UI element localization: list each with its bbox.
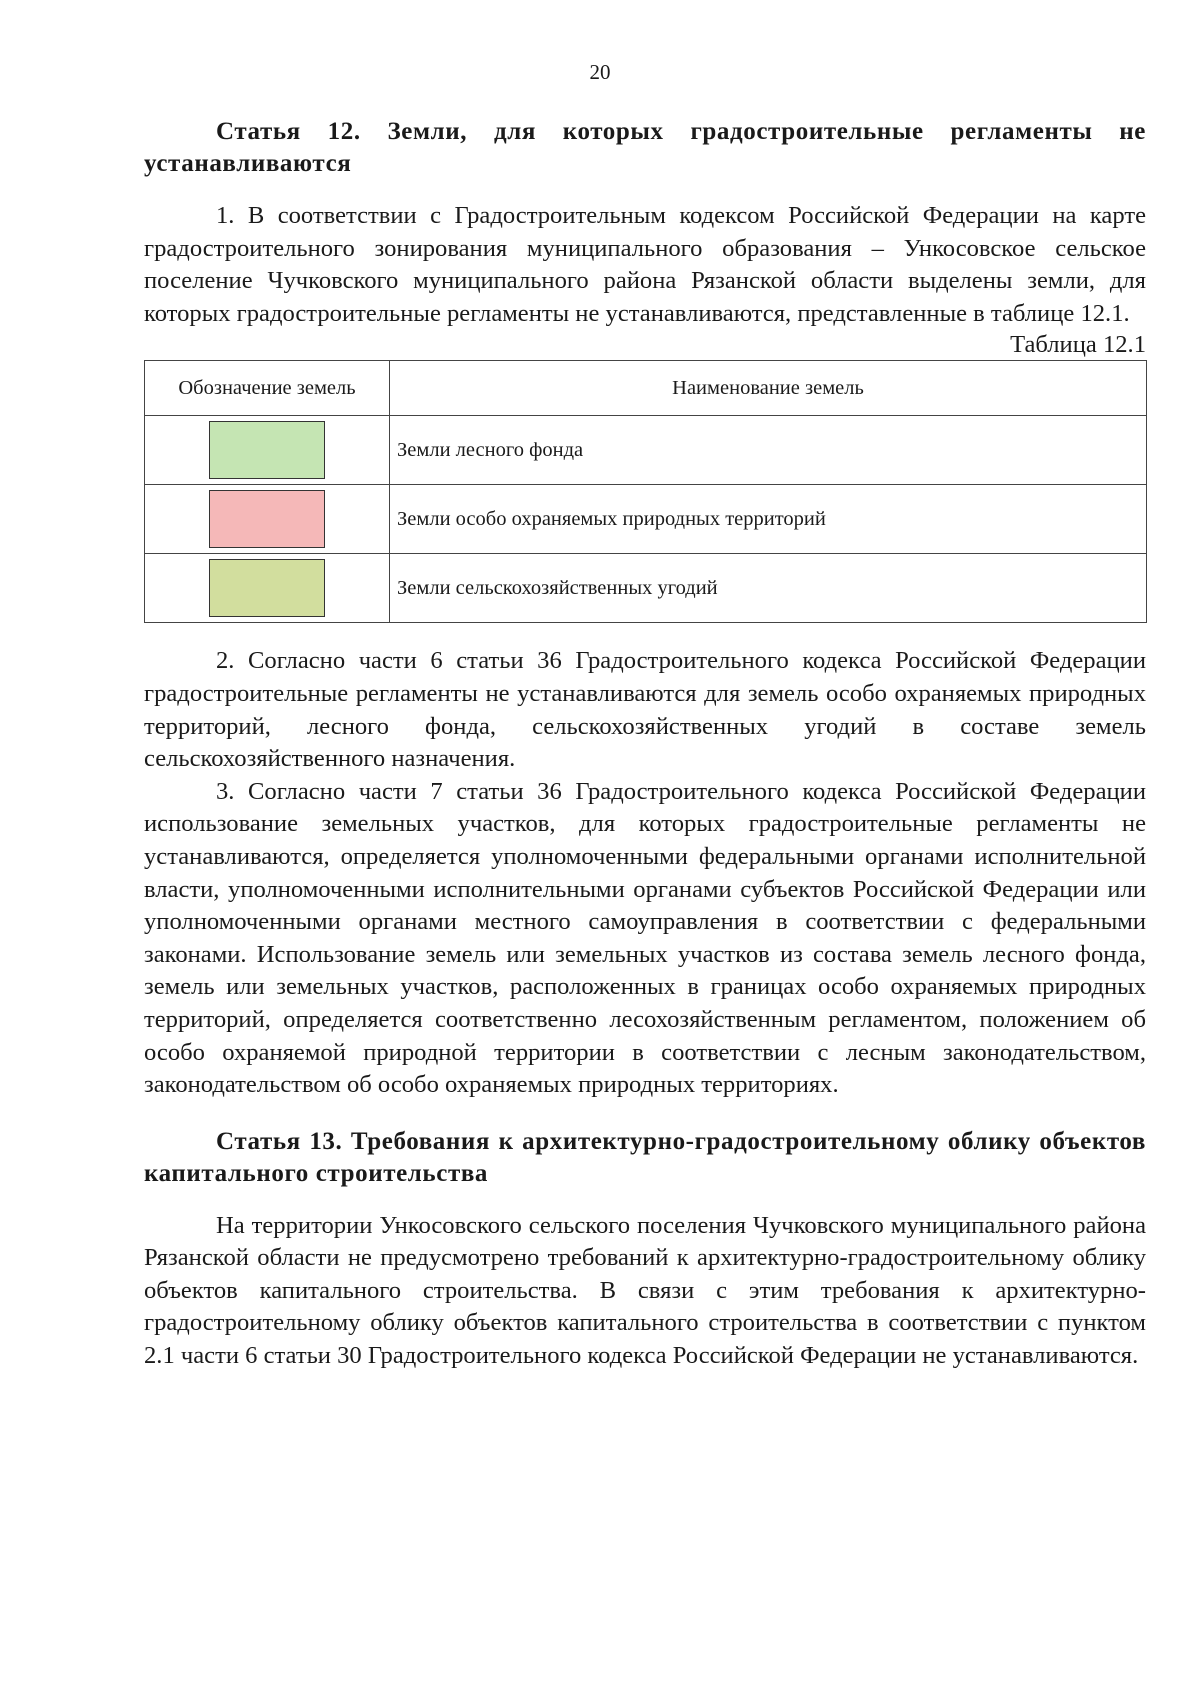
- sign-cell: [145, 416, 390, 485]
- page-number: 20: [589, 60, 611, 84]
- article-13-heading: Статья 13. Требования к архитектурно-градостроительному облику объектов капитального строительства: [144, 1127, 1146, 1187]
- table-caption: Таблица 12.1: [1010, 331, 1146, 359]
- header-name: Наименование земель: [390, 361, 1147, 416]
- land-name: Земли особо охраняемых природных территорий: [390, 485, 1147, 554]
- land-name: Земли сельскохозяйственных угодий: [390, 554, 1147, 623]
- table-row: [145, 485, 1147, 554]
- article-12-paragraph-3: 3. Согласно части 7 статьи 36 Градостроительного кодекса Российской Федерации использование земельных участков, для которых градостроительные регламенты не устанавливаются, определяется уполномоченными федеральными органами исполнительной власти, уполномоченными исполнительными органами субъектов Российской Федерации или уполномоченными органами местного самоуправления в соответствии с федеральными законами. Использование земель или земельных участков из состава земель лесного фонда, земель или земельных участков, расположенных в границах особо охраняемых природных территорий, определяется соответственно лесохозяйственным регламентом, положением об особо охраняемой природной территории в соответствии с лесным законодательством, законодательством об особо охраняемых природных территориях.: [144, 777, 1146, 1099]
- land-name: Земли лесного фонда: [390, 416, 1147, 485]
- article-12-heading: Статья 12. Земли, для которых градостроительные регламенты не устанавливаются: [144, 118, 1146, 177]
- forest-land-swatch: [209, 421, 325, 479]
- document-body: [144, 116, 1146, 1373]
- article-13-paragraph-1: На территории Ункосовского сельского поселения Чучковского муниципального района Рязанской области не предусмотрено требований к архитектурно-градостроительному облику объектов капитального строительства. В связи с этим требования к архитектурно-градостроительному облику объектов капитального строительства в соответствии с пунктом 2.1 части 6 статьи 30 Градостроительного кодекса Российской Федерации не устанавливаются.: [144, 1211, 1146, 1370]
- protected-area-swatch: [209, 490, 325, 548]
- lands-table: [144, 360, 1147, 623]
- header-sign: Обозначение земель: [145, 361, 390, 416]
- table-row: [145, 554, 1147, 623]
- sign-cell: [145, 554, 390, 623]
- agricultural-land-swatch: [209, 559, 325, 617]
- table-header-row: [145, 361, 1147, 416]
- article-12-paragraph-1: 1. В соответствии с Градостроительным кодексом Российской Федерации на карте градостроительного зонирования муниципального образования – Ункосовское сельское поселение Чучковского муниципального района Рязанской области выделены земли, для которых градостроительные регламенты не устанавливаются, представленные в таблице 12.1.: [144, 202, 1146, 327]
- sign-cell: [145, 485, 390, 554]
- article-12-paragraph-2: 2. Согласно части 6 статьи 36 Градостроительного кодекса Российской Федерации градостроительные регламенты не устанавливаются для земель особо охраняемых природных территорий, лесного фонда, сельскохозяйственных угодий в составе земель сельскохозяйственного назначения.: [144, 647, 1146, 773]
- table-row: [145, 416, 1147, 485]
